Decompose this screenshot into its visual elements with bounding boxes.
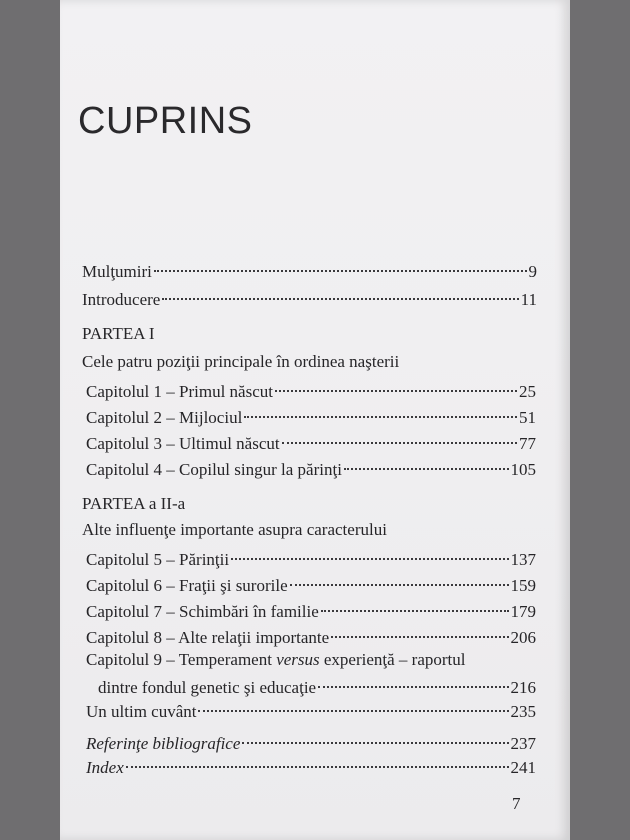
- dot-leader: [290, 567, 509, 586]
- part1-heading: PARTEA I: [82, 324, 155, 343]
- page-title: CUPRINS: [78, 100, 253, 142]
- dot-leader: [126, 749, 509, 768]
- toc-entry-chapter-4: [86, 456, 536, 480]
- chapter-9-title-part: Capitolul 9 – Temperament: [86, 650, 277, 669]
- toc-entry-label: Mulţumiri: [82, 262, 152, 281]
- chapter-9-versus: versus: [276, 650, 320, 669]
- toc-entry-label: Capitolul 6 – Fraţii şi surorile: [86, 576, 288, 595]
- dot-leader: [198, 693, 508, 712]
- toc-entry-page: 9: [528, 262, 537, 281]
- toc-entry-page: 11: [520, 290, 537, 309]
- toc-entry-label: Introducere: [82, 290, 161, 309]
- dot-leader: [331, 619, 508, 638]
- dot-leader: [244, 399, 517, 418]
- dot-leader: [321, 593, 509, 612]
- toc-entry-label: Capitolul 1 – Primul născut: [86, 382, 273, 401]
- toc-entry-page: 159: [510, 576, 536, 595]
- toc-entry-index: [86, 754, 536, 778]
- page-number: 7: [512, 794, 521, 813]
- part2-subtitle: Alte influenţe importante asupra caracterului: [82, 520, 387, 539]
- toc-entry-label: Capitolul 2 – Mijlociul: [86, 408, 243, 427]
- toc-entry-label: Referinţe bibliografice: [86, 734, 241, 753]
- toc-entry-page: 105: [510, 460, 536, 479]
- dot-leader: [344, 451, 509, 470]
- toc-entry-label: Capitolul 4 – Copilul singur la părinţi: [86, 460, 342, 479]
- dot-leader: [318, 669, 508, 688]
- toc-entry-multumiri: [82, 258, 537, 282]
- dot-leader: [231, 541, 508, 560]
- toc-entry-introducere: [82, 286, 537, 310]
- toc-entry-label: Un ultim cuvânt: [86, 702, 197, 721]
- toc-entry-page: 206: [510, 628, 536, 647]
- toc-entry-label: Capitolul 5 – Părinţii: [86, 550, 230, 569]
- toc-entry-ultim-cuvant: [86, 698, 536, 722]
- toc-entry-label: dintre fondul genetic şi educaţie: [98, 678, 317, 697]
- toc-entry-page: 25: [519, 382, 536, 401]
- dot-leader: [282, 425, 517, 444]
- toc-entry-page: 237: [510, 734, 536, 753]
- toc-entry-label: Capitolul 7 – Schimbări în familie: [86, 602, 319, 621]
- dot-leader: [154, 253, 527, 272]
- dot-leader: [242, 725, 508, 744]
- toc-entry-page: 77: [519, 434, 536, 453]
- toc-entry-page: 241: [510, 758, 536, 777]
- toc-entry-page: 235: [510, 702, 536, 721]
- toc-entry-page: 179: [510, 602, 536, 621]
- toc-entry-page: 51: [519, 408, 536, 427]
- part1-subtitle: Cele patru poziţii principale în ordinea naşterii: [82, 352, 400, 371]
- toc-entry-label: Capitolul 8 – Alte relaţii importante: [86, 628, 330, 647]
- dot-leader: [162, 281, 518, 300]
- toc-entry-chapter-9-line1: [86, 650, 466, 670]
- toc-entry-page: 216: [510, 678, 536, 697]
- book-page: [60, 0, 570, 840]
- part2-heading: PARTEA a II-a: [82, 494, 186, 513]
- toc-entry-chapter-8: [86, 624, 536, 648]
- toc-entry-label: Capitolul 3 – Ultimul născut: [86, 434, 280, 453]
- dot-leader: [275, 373, 517, 392]
- chapter-9-title-part: experienţă – raportul: [319, 650, 466, 669]
- toc-entry-page: 137: [510, 550, 536, 569]
- toc-entry-label: Index: [86, 758, 124, 777]
